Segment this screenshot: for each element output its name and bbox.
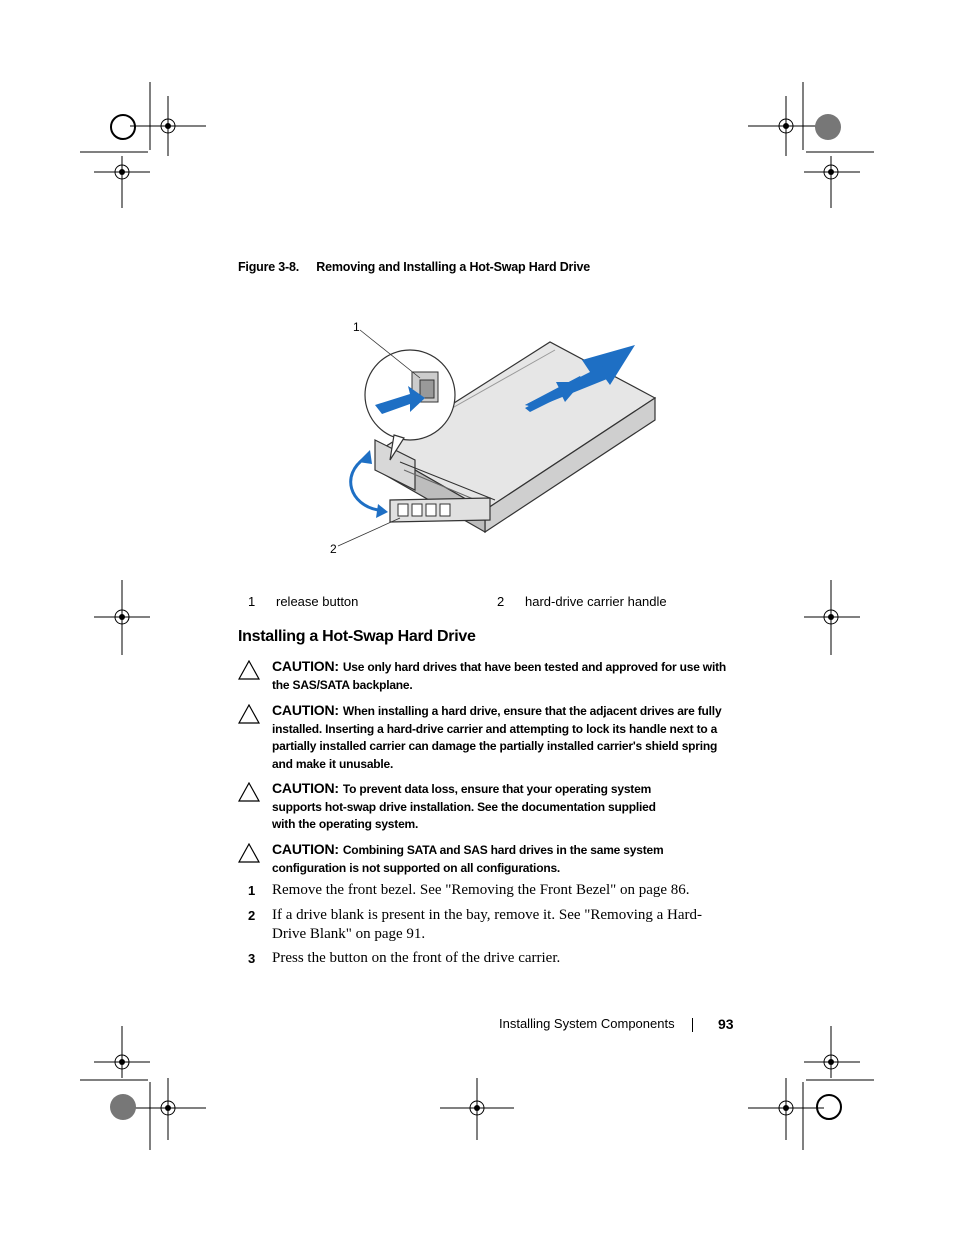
callout-2: 2 — [330, 542, 337, 556]
caution-text: To prevent data loss, ensure that your operating system supports hot-swap drive installation. See the documentation supplied with the operating system. — [272, 782, 656, 831]
legend-label: hard-drive carrier handle — [525, 594, 667, 609]
caution-icon — [238, 704, 260, 724]
legend-item-2 — [497, 594, 667, 609]
caution-label: CAUTION: — [272, 702, 339, 718]
figure-title: Removing and Installing a Hot-Swap Hard Drive — [316, 260, 590, 274]
step-number: 2 — [248, 908, 256, 923]
legend-label: release button — [276, 594, 359, 609]
legend-number: 2 — [497, 594, 505, 609]
caution-label: CAUTION: — [272, 658, 339, 674]
step-text: If a drive blank is present in the bay, remove it. See "Removing a Hard-Drive Blank" on page 91. — [272, 907, 703, 942]
caution-label: CAUTION: — [272, 780, 339, 796]
callout-1: 1 — [353, 320, 360, 334]
caution-1 — [238, 658, 738, 694]
caution-text: Use only hard drives that have been tested and approved for use with the SAS/SATA backplane. — [272, 660, 727, 692]
section-heading: Installing a Hot-Swap Hard Drive — [238, 628, 476, 645]
figure-caption — [238, 260, 590, 274]
figure-number: Figure 3-8. — [238, 260, 300, 274]
hard-drive-illustration — [320, 310, 680, 560]
caution-label: CAUTION: — [272, 841, 339, 857]
step-text: Remove the front bezel. See "Removing the Front Bezel" on page 86. — [272, 882, 690, 898]
caution-text: When installing a hard drive, ensure that the adjacent drives are fully installed. Inserting a hard-drive carrier and attempting to lock its handle next to a partially installed carrier can damage the partially installed carrier's shield spring and make it unusable. — [272, 704, 722, 771]
caution-icon — [238, 660, 260, 680]
caution-icon — [238, 782, 260, 802]
step-number: 1 — [248, 883, 256, 898]
legend-number: 1 — [248, 594, 256, 609]
step-1 — [248, 881, 718, 900]
step-2 — [248, 906, 718, 944]
caution-text: Combining SATA and SAS hard drives in the same system configuration is not supported on all configurations. — [272, 843, 664, 875]
legend-item-1 — [248, 594, 358, 609]
footer-chapter: Installing System Components — [499, 1016, 675, 1031]
step-number: 3 — [248, 951, 256, 966]
caution-2 — [238, 702, 738, 773]
step-3 — [248, 949, 718, 968]
footer-divider — [692, 1018, 693, 1032]
caution-4 — [238, 841, 678, 877]
caution-icon — [238, 843, 260, 863]
caution-3 — [238, 780, 678, 834]
step-text: Press the button on the front of the drive carrier. — [272, 950, 561, 966]
page-number: 93 — [718, 1016, 734, 1032]
